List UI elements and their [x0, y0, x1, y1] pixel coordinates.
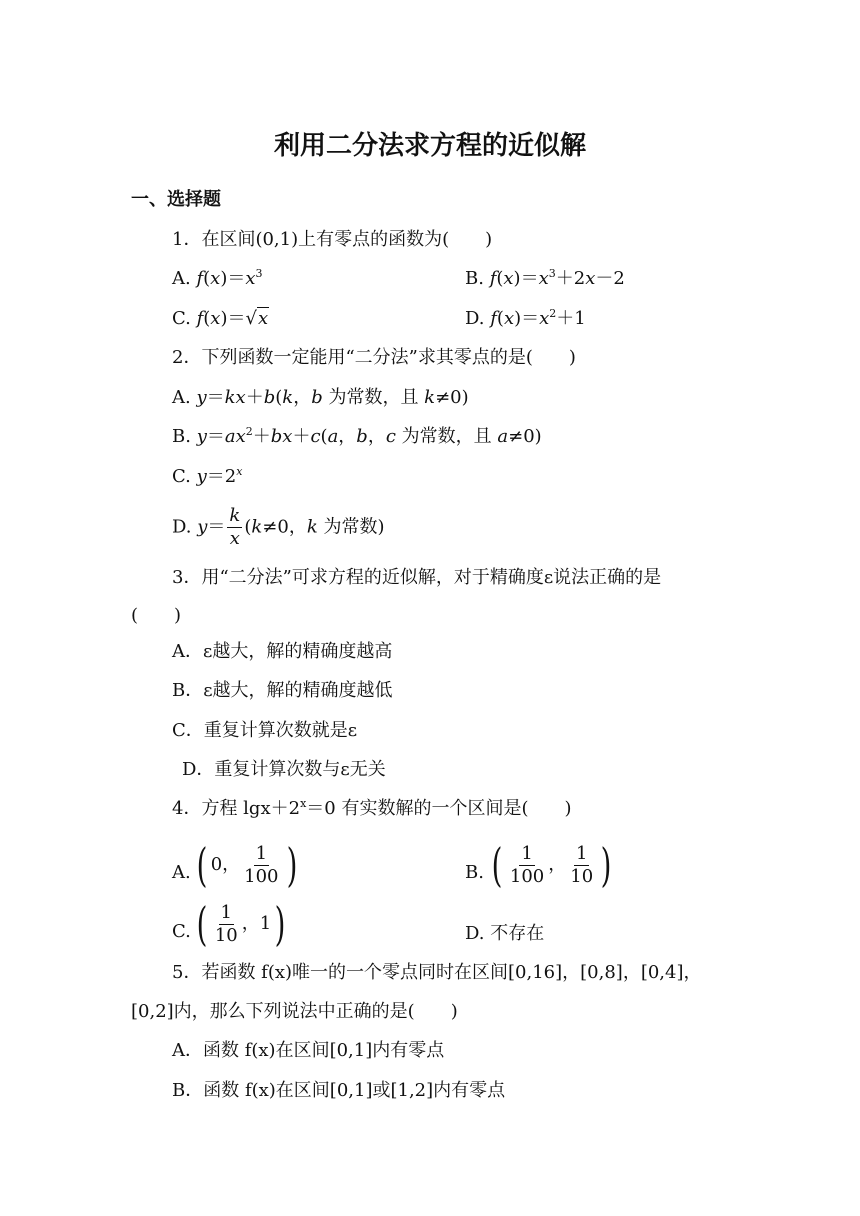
q4-option-c-label: C.	[172, 921, 191, 942]
interval-bound: 1	[259, 913, 272, 935]
q1-stem: 1．在区间(0,1)上有零点的函数为( )	[172, 229, 493, 250]
fraction-1-over-10	[213, 901, 240, 946]
q4-option-a-label: A.	[172, 862, 191, 883]
q5-stem: 5．若函数 f(x)唯一的一个零点同时在区间[0,16]，[0,8]，[0,4]，	[172, 962, 702, 983]
q5-option-b: B．函数 f(x)在区间[0,1]或[1,2]内有零点	[172, 1080, 506, 1101]
q1-option-d: D. $f(x)=x^2+1$	[465, 307, 586, 329]
q3-option-d: D．重复计算次数与ε无关	[182, 759, 386, 780]
q3-option-c: C．重复计算次数就是ε	[172, 720, 358, 741]
q1-option-a-label: A.	[172, 268, 191, 289]
q1-option-c-label: C.	[172, 308, 191, 329]
q1-option-b-label: B.	[465, 268, 484, 289]
q1-option-c: C. f(x)＝√x	[172, 308, 269, 329]
q5-stem-continued: [0,2]内，那么下列说法中正确的是( )	[131, 1001, 458, 1022]
q4-stem-text-end: ＝0 有实数解的一个区间是( )	[306, 798, 572, 819]
fraction-1-over-100	[508, 842, 546, 887]
fraction-denominator: 100	[244, 865, 279, 887]
q2-option-a: A. y＝kx＋b(k，b 为常数，且 k≠0)	[172, 387, 469, 408]
fraction-numerator: 1	[521, 842, 533, 864]
q2-stem: 2．下列函数一定能用“二分法”求其零点的是( )	[172, 347, 576, 368]
interval-bound: 0	[210, 854, 223, 876]
fraction-numerator: 1	[255, 842, 268, 864]
q3-option-a: A．ε越大，解的精确度越高	[172, 641, 393, 662]
fraction-1-over-100	[242, 842, 280, 887]
q4-option-b: B. ( $\frac{1}{100}$ ， $\frac{1}{10}$ )	[465, 837, 612, 892]
fraction-numerator: 1	[575, 842, 588, 864]
q4-option-c: C. ( $\frac{1}{10}$ ， 1 )	[172, 896, 286, 951]
q2-option-a-label: A.	[172, 387, 191, 408]
q4-option-b-label: B.	[465, 862, 484, 883]
fraction-denominator: 100	[509, 865, 545, 887]
q3-option-b: B．ε越大，解的精确度越低	[172, 680, 393, 701]
section-heading: 一、选择题	[131, 189, 221, 210]
q3-stem: 3．用“二分法”可求方程的近似解，对于精确度ε说法正确的是	[172, 567, 662, 588]
fraction-denominator: 10	[570, 865, 594, 887]
q2-option-c-label: C.	[172, 466, 191, 487]
page-title: 利用二分法求方程的近似解	[273, 131, 586, 161]
k-over-x-fraction: $\frac{k}{x}$	[229, 505, 241, 549]
fraction-denominator: 10	[214, 924, 238, 946]
q1-option-d-label: D.	[465, 308, 485, 329]
q2-option-d: D. y＝ $\frac{k}{x}$ (k≠0，k 为常数)	[172, 505, 385, 549]
q3-stem-blank: ( )	[131, 605, 182, 626]
q1-option-b: B. $f(x)=x^3+2x-2$	[465, 267, 625, 289]
q2-option-b: B. $y=ax^2+bx+c(a$，b，c 为常数，且 a≠0)	[172, 425, 542, 447]
fraction-1-over-10	[568, 842, 595, 887]
q4-stem-text: 4．方程 lgx＋2	[172, 798, 301, 819]
q4-option-a: A. ( 0 ， $\frac{1}{100}$ )	[172, 837, 297, 892]
q4-option-d: D. 不存在	[465, 923, 545, 944]
q4-stem-exponent: x	[300, 797, 307, 810]
q2-option-d-label: D.	[172, 516, 192, 538]
q4-stem	[172, 797, 572, 819]
fraction-numerator: 1	[220, 901, 232, 923]
q1-option-a: A. $f(x)=x^3$	[172, 267, 263, 289]
q2-option-b-label: B.	[172, 426, 191, 447]
q2-option-c: C. $y=2^x$	[172, 465, 243, 487]
q5-option-a: A．函数 f(x)在区间[0,1]内有零点	[172, 1040, 445, 1061]
